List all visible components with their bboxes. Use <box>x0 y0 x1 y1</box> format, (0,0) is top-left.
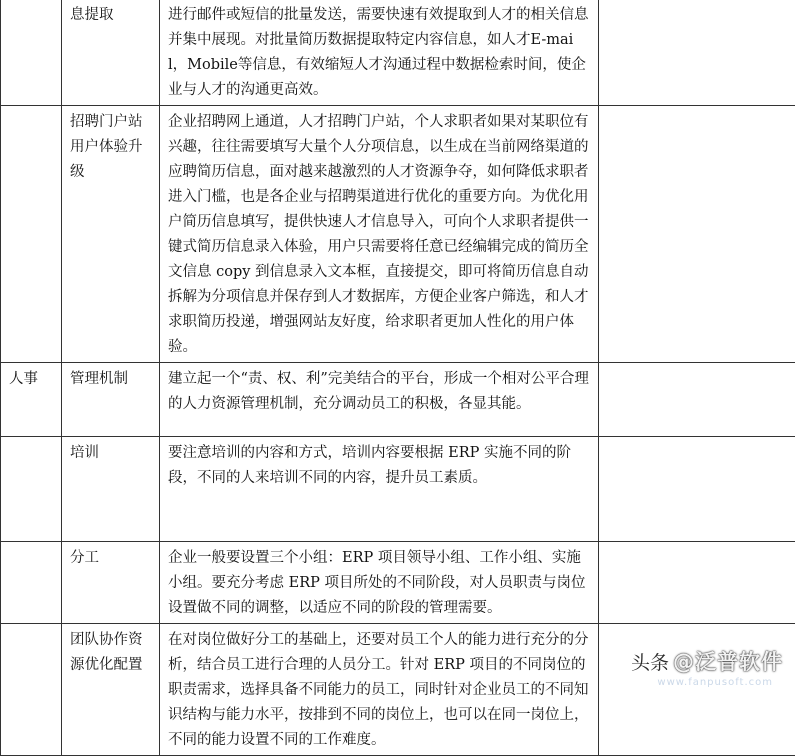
note-cell <box>599 542 795 624</box>
category-cell <box>1 106 62 363</box>
description-cell: 在对岗位做好分工的基础上，还要对员工个人的能力进行充分的分析，结合员工进行合理的人员分工。针对 ERP 项目的不同岗位的职责需求，选择具备不同能力的员工，同时针对企业员工的不同知识结构与能力水平，按排到不同的岗位上，也可以在同一岗位上，不同的能力设置不同的工作难度。 <box>160 624 599 756</box>
note-cell <box>599 363 795 437</box>
description-cell: 企业招聘网上通道，人才招聘门户站，个人求职者如果对某职位有兴趣，往往需要填写大量个人分项信息，以生成在当前网络渠道的应聘简历信息，面对越来越激烈的人才资源争夺，如何降低求职者进入门槛，也是各企业与招聘渠道进行优化的重要方向。为优化用户简历信息填写，提供快速人才信息导入，可向个人求职者提供一键式简历信息录入体验，用户只需要将任意已经编辑完成的简历全文信息 copy 到信息录入文本框，直接提交，即可将简历信息自动拆解为分项信息并保存到人才数据库，方便企业客户筛选，和人才求职简历投递，增强网站友好度，给求职者更加人性化的用户体验。 <box>160 106 599 363</box>
item-cell: 招聘门户站用户体验升级 <box>62 106 160 363</box>
watermark-prefix: 头条 <box>631 648 669 675</box>
note-cell <box>599 437 795 542</box>
note-cell <box>599 0 795 106</box>
table-row <box>1 437 795 542</box>
table-row <box>1 542 795 624</box>
category-cell <box>1 542 62 624</box>
item-cell: 息提取 <box>62 0 160 106</box>
category-cell <box>1 0 62 106</box>
category-cell: 人事 <box>1 363 62 437</box>
description-cell: 要注意培训的内容和方式，培训内容要根据 ERP 实施不同的阶段，不同的人来培训不同的内容，提升员工素质。 <box>160 437 599 542</box>
table-row <box>1 0 795 106</box>
item-cell: 分工 <box>62 542 160 624</box>
item-cell: 团队协作资源优化配置 <box>62 624 160 756</box>
description-cell: 建立起一个“责、权、利”完美结合的平台，形成一个相对公平合理的人力资源管理机制，充分调动员工的积极，各显其能。 <box>160 363 599 437</box>
watermark-url: www.fanpusoft.com <box>657 677 773 688</box>
category-cell <box>1 437 62 542</box>
description-cell: 企业一般要设置三个小组：ERP 项目领导小组、工作小组、实施小组。要充分考虑 ERP 项目所处的不同阶段，对人员职责与岗位设置做不同的调整，以适应不同的阶段的管理需要。 <box>160 542 599 624</box>
item-cell: 管理机制 <box>62 363 160 437</box>
table-row <box>1 363 795 437</box>
table-row <box>1 106 795 363</box>
note-cell <box>599 106 795 363</box>
watermark-brand: @泛普软件 <box>673 646 783 676</box>
watermark <box>631 646 783 676</box>
description-cell: 进行邮件或短信的批量发送，需要快速有效提取到人才的相关信息并集中展现。对批量简历数据提取特定内容信息，如人才E-mail，Mobile等信息，有效缩短人才沟通过程中数据检索时间，使企业与人才的沟通更高效。 <box>160 0 599 106</box>
item-cell: 培训 <box>62 437 160 542</box>
